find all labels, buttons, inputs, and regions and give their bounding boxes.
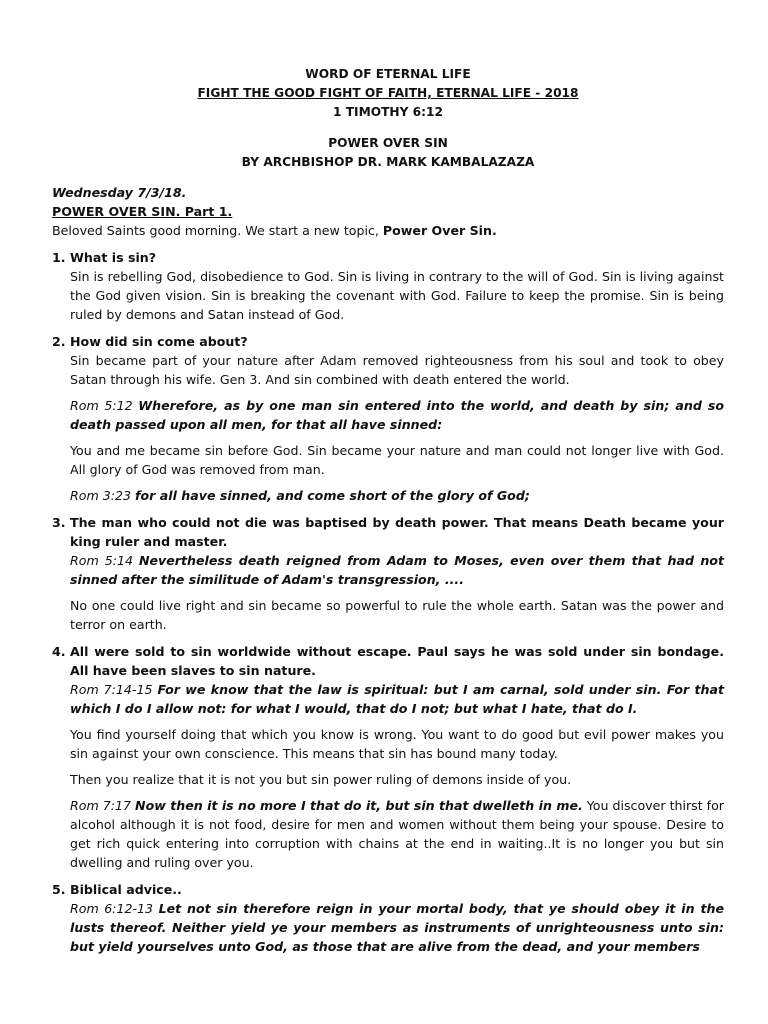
date-line: Wednesday 7/3/18. bbox=[52, 185, 187, 200]
item-number: 2. bbox=[52, 334, 66, 349]
item-heading: How did sin come about? bbox=[70, 334, 248, 349]
list-item bbox=[52, 332, 724, 505]
scripture-text: for all have sinned, and come short of the glory of God; bbox=[135, 488, 530, 503]
item-body: Sin became part of your nature after Adam removed righteousness from his soul and took to obey Satan through his wife. Gen 3. And sin combined with death entered the world. bbox=[70, 353, 724, 387]
item-number: 1. bbox=[52, 250, 66, 265]
scripture-ref: Rom 7:14-15 bbox=[70, 682, 153, 697]
list-item bbox=[52, 513, 724, 634]
item-paragraph: You find yourself doing that which you know is wrong. You want to do good but evil power makes you sin against your own conscience. This means that sin has bound many today. bbox=[70, 727, 724, 761]
item-number: 4. bbox=[52, 644, 66, 659]
scripture-text: Nevertheless death reigned from Adam to Moses, even over them that had not sinned after the similitude of Adam's transgression, .... bbox=[70, 553, 724, 587]
item-paragraph: Then you realize that it is not you but sin power ruling of demons inside of you. bbox=[70, 772, 572, 787]
item-heading: Biblical advice.. bbox=[70, 882, 182, 897]
scripture-text: Now then it is no more I that do it, but sin that dwelleth in me. bbox=[135, 798, 583, 813]
part-title: POWER OVER SIN. Part 1. bbox=[52, 204, 233, 219]
intro-topic: Power Over Sin. bbox=[382, 223, 497, 238]
list-item bbox=[52, 642, 724, 872]
scripture-text: For we know that the law is spiritual: but I am carnal, sold under sin. For that which I do I allow not: for what I would, that do I not; but what I hate, that do I. bbox=[70, 682, 724, 716]
scripture-quote bbox=[70, 551, 724, 589]
scripture-quote bbox=[70, 899, 724, 956]
document-page bbox=[52, 65, 724, 956]
scripture-ref: Rom 7:17 bbox=[70, 798, 132, 813]
scripture-ref: Rom 5:14 bbox=[70, 553, 133, 568]
item-heading: The man who could not die was baptised by death power. That means Death became your king ruler and master. bbox=[70, 515, 724, 549]
scripture-quote bbox=[70, 396, 724, 434]
item-paragraph: No one could live right and sin became so powerful to rule the whole earth. Satan was the power and terror on earth. bbox=[70, 598, 724, 632]
item-paragraph: You discover thirst for alcohol although it is not food, desire for men and women without them being your spouse. Desire to get rich quick entering into corruption with chains at the end in waiting..It is no longer you but sin dwelling and ruling over you. bbox=[70, 798, 724, 870]
scripture-ref: Rom 5:12 bbox=[70, 398, 133, 413]
item-number: 5. bbox=[52, 882, 66, 897]
scripture-quote bbox=[70, 486, 724, 505]
scripture-quote bbox=[70, 796, 724, 872]
header-theme: FIGHT THE GOOD FIGHT OF FAITH, ETERNAL LIFE - 2018 bbox=[197, 86, 579, 100]
item-heading: All were sold to sin worldwide without escape. Paul says he was sold under sin bondage. All have been slaves to sin nature. bbox=[70, 644, 724, 678]
intro-text: Beloved Saints good morning. We start a new topic, bbox=[52, 223, 383, 238]
item-paragraph: You and me became sin before God. Sin became your nature and man could not longer live with God. All glory of God was removed from man. bbox=[70, 443, 724, 477]
scripture-quote bbox=[70, 680, 724, 718]
list-item bbox=[52, 880, 724, 956]
item-body: Sin is rebelling God, disobedience to God. Sin is living in contrary to the will of God. Sin is living against the God given vision. Sin is breaking the covenant with God. Failure to keep the promise. Sin is being ruled by demons and Satan instead of God. bbox=[70, 269, 724, 322]
topic-title: POWER OVER SIN bbox=[328, 136, 448, 150]
author-line: BY ARCHBISHOP DR. MARK KAMBALAZAZA bbox=[241, 155, 535, 169]
item-number: 3. bbox=[52, 515, 66, 530]
scripture-ref: Rom 6:12-13 bbox=[70, 901, 154, 916]
header-title: WORD OF ETERNAL LIFE bbox=[305, 67, 471, 81]
intro-paragraph bbox=[52, 221, 724, 240]
header-scripture: 1 TIMOTHY 6:12 bbox=[333, 105, 443, 119]
list-item bbox=[52, 248, 724, 324]
item-heading: What is sin? bbox=[70, 250, 157, 265]
scripture-text: Let not sin therefore reign in your mortal body, that ye should obey it in the lusts thereof. Neither yield ye your members as instruments of unrighteousness unto sin: but yield yourselves unto God, as those that are alive from the dead, and your members bbox=[70, 901, 724, 954]
scripture-ref: Rom 3:23 bbox=[70, 488, 132, 503]
scripture-text: Wherefore, as by one man sin entered into the world, and death by sin; and so death passed upon all men, for that all have sinned: bbox=[70, 398, 724, 432]
